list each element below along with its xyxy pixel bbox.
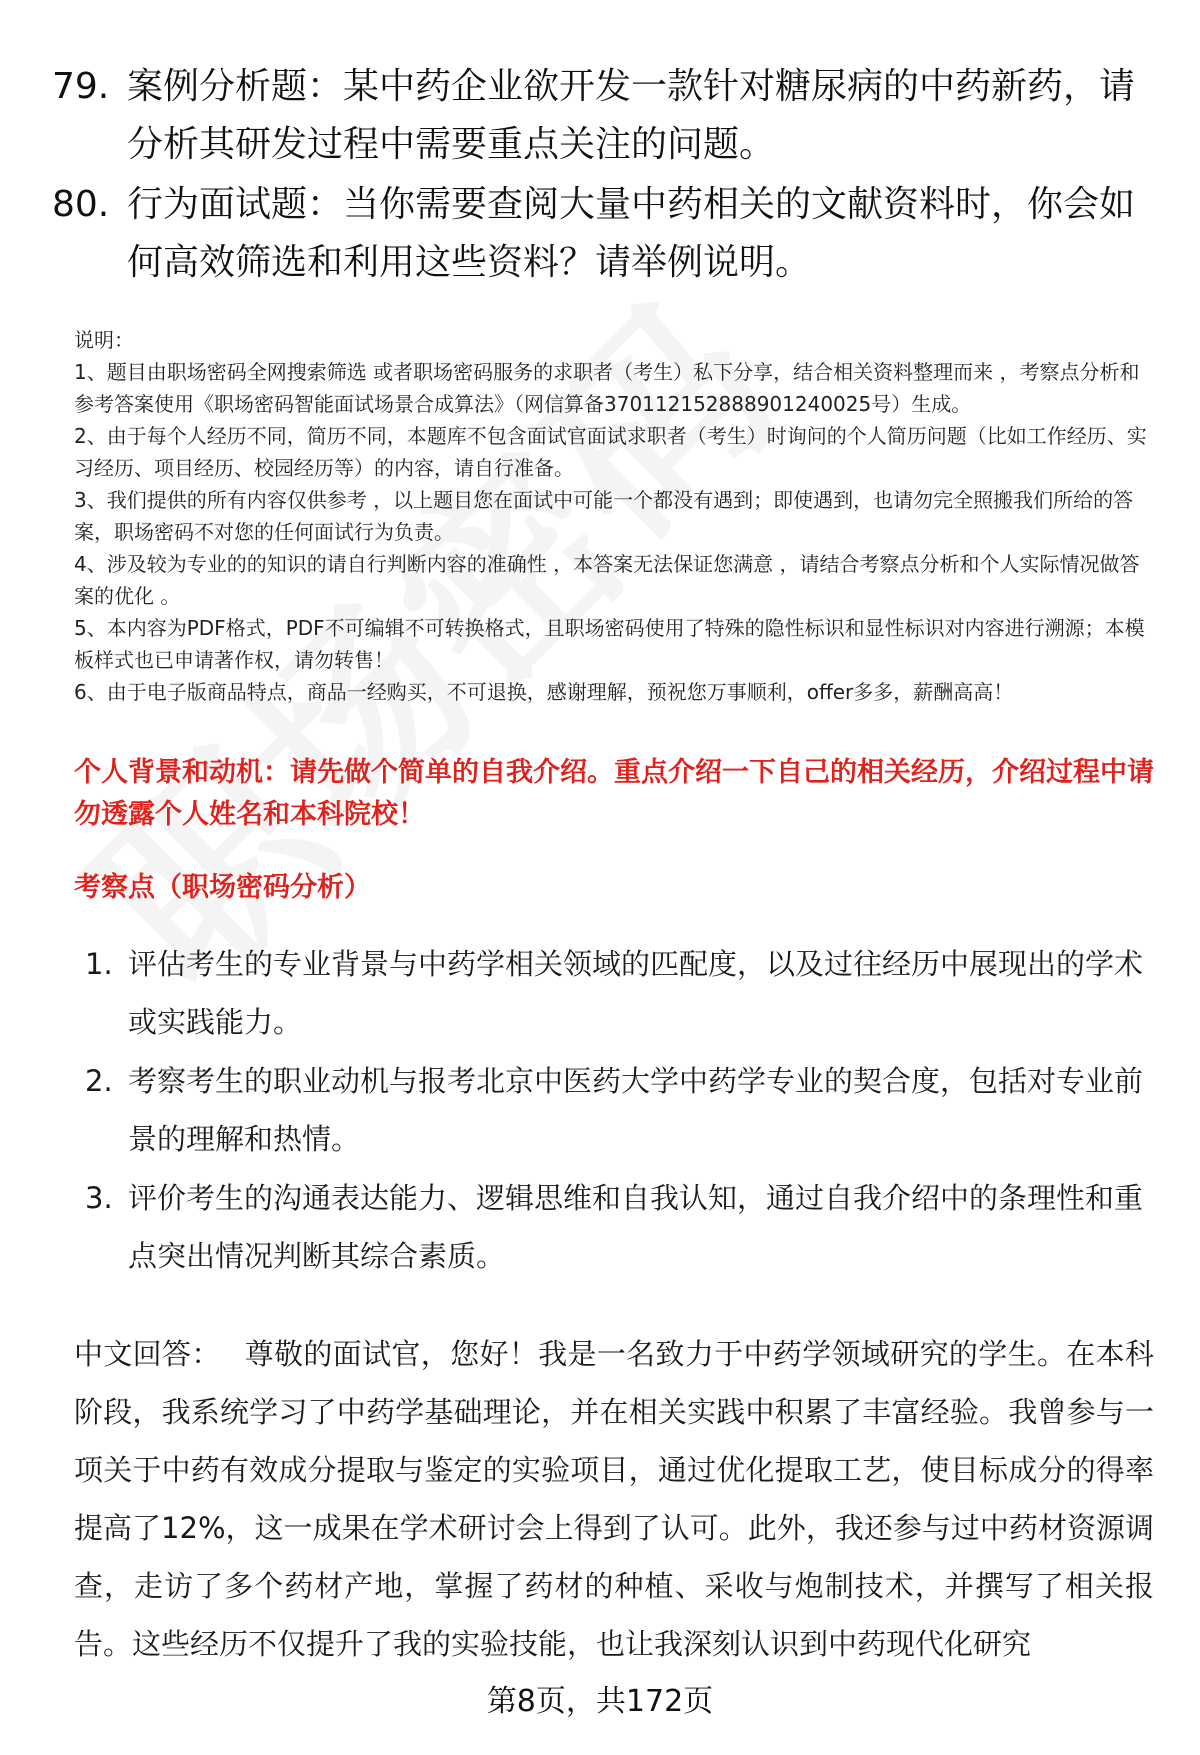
point-number: 2.	[85, 1064, 113, 1098]
note-item: 5、本内容为PDF格式，PDF不可编辑不可转换格式，且职场密码使用了特殊的隐性标识和显性标识对内容进行溯源；本模板样式也已申请著作权，请勿转售！	[74, 616, 1145, 672]
answer-label: 中文回答：	[74, 1337, 221, 1371]
note-item: 1、题目由职场密码全网搜索筛选 或者职场密码服务的求职者（考生）私下分享，结合相关资料整理而来 ，考察点分析和参考答案使用《职场密码智能面试场景合成算法》（网信算备370112152888901240025号）生成。	[74, 360, 1140, 416]
section-title: 个人背景和动机：请先做个简单的自我介绍。重点介绍一下自己的相关经历，介绍过程中请勿透露个人姓名和本科院校！	[74, 757, 1154, 830]
point-text: 评价考生的沟通表达能力、逻辑思维和自我认知，通过自我介绍中的条理性和重点突出情况判断其综合素质。	[128, 1181, 1144, 1273]
answer-text: 尊敬的面试官，您好！我是一名致力于中药学领域研究的学生。在本科阶段，我系统学习了中药学基础理论，并在相关实践中积累了丰富经验。我曾参与一项关于中药有效成分提取与鉴定的实验项目，通过优化提取工艺，使目标成分的得率提高了12%，这一成果在学术研讨会上得到了认可。此外，我还参与过中药材资源调查，走访了多个药材产地，掌握了药材的种植、采收与炮制技术，并撰写了相关报告。这些经历不仅提升了我的实验技能，也让我深刻认识到中药现代化研究	[74, 1337, 1154, 1661]
question-79	[52, 58, 1152, 174]
note-item: 6、由于电子版商品特点，商品一经购买，不可退换，感谢理解，预祝您万事顺利，offer多多，薪酬高高！	[74, 680, 1014, 704]
point-number: 3.	[85, 1181, 113, 1215]
answer-block	[74, 1325, 1154, 1673]
list-item	[85, 1169, 1155, 1285]
section-subtitle: 考察点（职场密码分析）	[74, 872, 371, 903]
question-text: 案例分析题：某中药企业欲开发一款针对糖尿病的中药新药，请分析其研发过程中需要重点关注的问题。	[127, 66, 1136, 165]
question-text: 行为面试题：当你需要查阅大量中药相关的文献资料时，你会如何高效筛选和利用这些资料？请举例说明。	[127, 184, 1136, 283]
assessment-points	[85, 935, 1155, 1286]
point-text: 评估考生的专业背景与中药学相关领域的匹配度，以及过往经历中展现出的学术或实践能力。	[128, 947, 1144, 1039]
question-80	[52, 176, 1152, 292]
list-item	[85, 1052, 1155, 1168]
point-number: 1.	[85, 947, 113, 981]
disclaimer-notes	[74, 324, 1154, 708]
note-item: 4、涉及较为专业的的知识的请自行判断内容的准确性 ，本答案无法保证您满意 ，请结合考察点分析和个人实际情况做答案的优化 。	[74, 552, 1140, 608]
note-item: 3、我们提供的所有内容仅供参考 ，以上题目您在面试中可能一个都没有遇到；即使遇到，也请勿完全照搬我们所给的答案，职场密码不对您的任何面试行为负责。	[74, 488, 1134, 544]
list-item	[85, 935, 1155, 1051]
note-item: 2、由于每个人经历不同，简历不同，本题库不包含面试官面试求职者（考生）时询问的个人简历问题（比如工作经历、实习经历、项目经历、校园经历等）的内容，请自行准备。	[74, 424, 1147, 480]
question-number: 80.	[52, 184, 110, 225]
question-number: 79.	[52, 66, 110, 107]
notes-heading: 说明：	[74, 328, 134, 352]
page-footer: 第8页，共172页	[486, 1684, 714, 1719]
point-text: 考察考生的职业动机与报考北京中医药大学中药学专业的契合度，包括对专业前景的理解和热情。	[128, 1064, 1144, 1156]
